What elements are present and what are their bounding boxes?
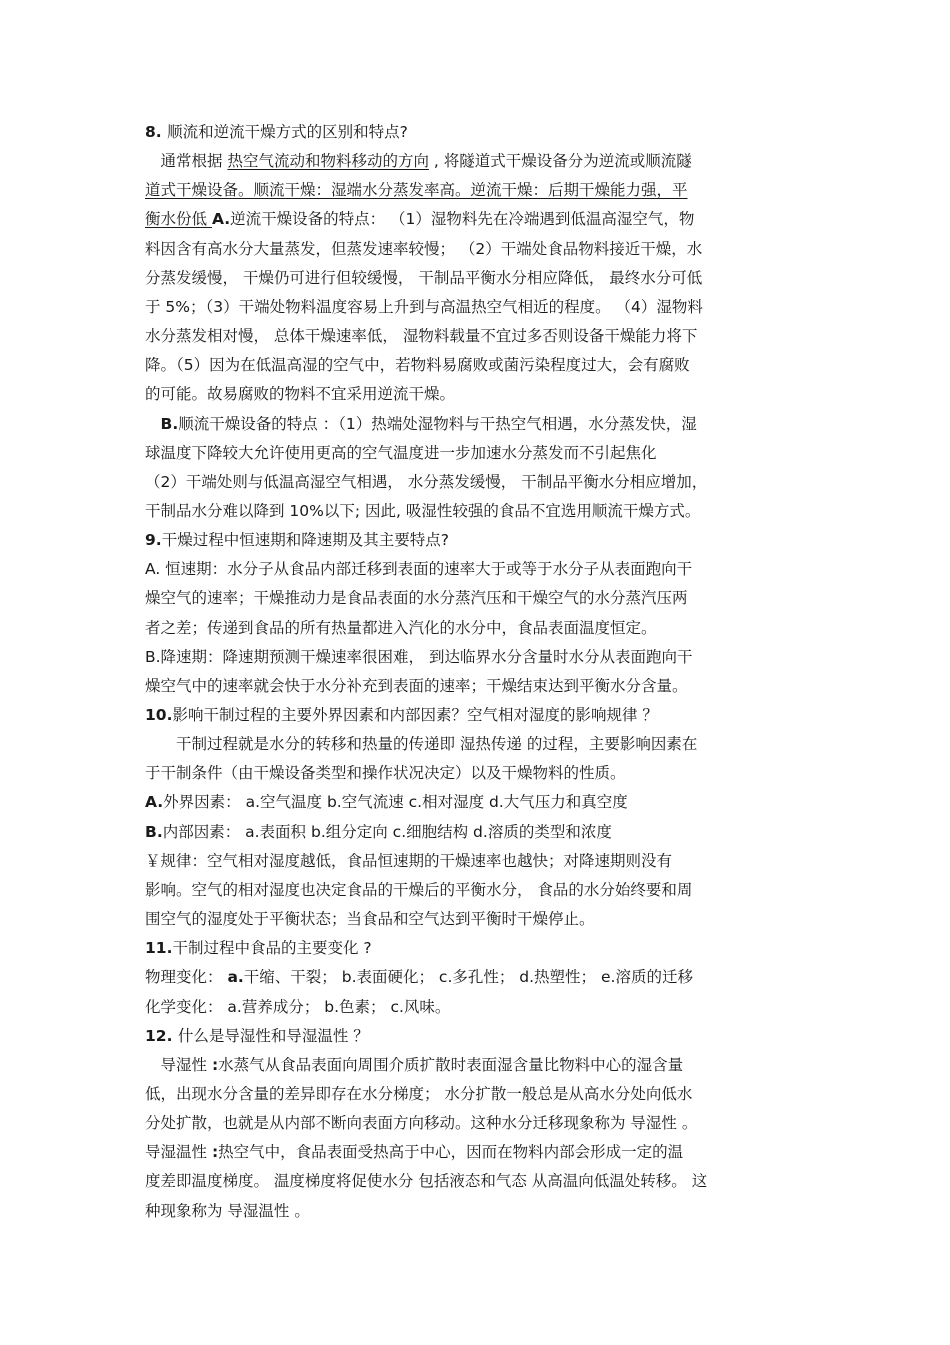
text-line [145, 618, 657, 640]
text-segment: 通常根据 [145, 152, 228, 170]
text-segment: 燥空气中的速率就会快于水分补充到表面的速率；干燥结束达到平衡水分含量。 [145, 677, 688, 695]
text-segment: 内部因素： a.表面积 b.组分定向 c.细胞结构 d.溶质的类型和浓度 [162, 823, 612, 841]
text-line [145, 559, 692, 581]
text-segment: A. 恒速期：水分子从食品内部迁移到表面的速率大于或等于水分子从表面跑向干 [145, 560, 693, 578]
text-segment: 什么是导湿性和导湿温性 ？ [177, 1027, 369, 1045]
text-segment: 分处扩散，也就是从内部不断向表面方向移动。这种水分迁移现象称为 导湿性 。 [145, 1114, 698, 1132]
text-line [145, 180, 688, 202]
text-segment: 者之差；传递到食品的所有热量都进入汽化的水分中，食品表面温度恒定。 [145, 619, 657, 637]
text-line [145, 472, 707, 494]
text-segment: ￥规律：空气相对湿度越低，食品恒速期的干燥速率也越快；对降速期则没有 [145, 852, 673, 870]
text-segment: 料因含有高水分大量蒸发，但蒸发速率较慢； （2）干端处食品物料接近干燥，水 [145, 240, 703, 258]
text-segment: 于干制条件（由干燥设备类型和操作状况决定）以及干燥物料的性质。 [145, 764, 626, 782]
text-segment: 水蒸气从食品表面向周围介质扩散时表面湿含量比物料中心的湿含量 [218, 1056, 684, 1074]
text-line [145, 122, 408, 144]
text-segment: 10. [145, 706, 173, 724]
text-line [145, 1026, 369, 1048]
text-line [145, 1201, 310, 1223]
text-segment [145, 415, 161, 433]
text-line [145, 1142, 683, 1164]
text-segment: 分蒸发缓慢， 干燥仍可进行但较缓慢， 干制品平衡水分相应降低， 最终水分可低 [145, 269, 703, 287]
text-line [145, 676, 688, 698]
text-segment: 干制品水分难以降到 10%以下; 因此, 吸湿性较强的食品不宜选用顺流干燥方式。 [145, 502, 701, 520]
text-segment: 外界因素： a.空气温度 b.空气流速 c.相对湿度 d.大气压力和真空度 [163, 793, 628, 811]
text-segment: A. [211, 210, 231, 228]
text-line [145, 1084, 692, 1106]
text-line [145, 1113, 697, 1135]
text-segment: B. [145, 823, 163, 841]
text-line [145, 734, 697, 756]
text-line [145, 880, 692, 902]
text-line [145, 967, 693, 989]
text-line [145, 414, 697, 436]
text-line [145, 443, 657, 465]
text-segment: : [211, 1143, 219, 1161]
text-line [145, 384, 455, 406]
text-line [145, 763, 626, 785]
text-line [145, 151, 692, 173]
text-line [145, 588, 688, 610]
text-line [145, 326, 697, 348]
text-segment: , 将隧道式干燥设备分为逆流或顺流隧 [428, 152, 692, 170]
text-line [145, 209, 694, 231]
text-segment: 水分蒸发相对慢， 总体干燥速率低， 湿物料载量不宜过多否则设备干燥能力将下 [145, 327, 698, 345]
text-segment: 燥空气的速率；干燥推动力是食品表面的水分蒸汽压和干燥空气的水分蒸汽压两 [145, 589, 688, 607]
text-segment: 球温度下降较大允许使用更高的空气温度进一步加速水分蒸发而不引起焦化 [145, 444, 657, 462]
text-line [145, 297, 703, 319]
text-line [145, 647, 693, 669]
text-line [145, 1171, 707, 1193]
text-line [145, 792, 628, 814]
text-segment: 化学变化： a.营养成分； b.色素； c.风味。 [145, 998, 451, 1016]
text-line [145, 909, 595, 931]
text-segment: 顺流干燥设备的特点 ：（1）热端处湿物料与干热空气相遇，水分蒸发快，湿 [178, 415, 697, 433]
text-segment: 11. [145, 939, 173, 957]
text-segment: 衡水份低 [145, 210, 212, 228]
text-segment: 热空气中，食品表面受热高于中心，因而在物料内部会形成一定的温 [218, 1143, 684, 1161]
text-segment: 9. [145, 531, 162, 549]
text-segment: （2）干端处则与低温高湿空气相遇， 水分蒸发缓慢， 干制品平衡水分相应增加， [145, 473, 708, 491]
text-segment: 干燥过程中恒速期和降速期及其主要特点? [161, 531, 449, 549]
text-line [145, 938, 372, 960]
text-segment: 低，出现水分含量的差异即存在水分梯度； 水分扩散一般总是从高水分处向低水 [145, 1085, 693, 1103]
text-segment: 12. [145, 1027, 178, 1045]
text-segment: 导湿温性 [145, 1143, 212, 1161]
text-segment: 物理变化： [145, 968, 228, 986]
text-segment: 降。（5）因为在低温高湿的空气中，若物料易腐败或菌污染程度过大，会有腐败 [145, 356, 690, 374]
text-segment: 度差即温度梯度。 温度梯度将促使水分 包括液态和气态 从高温向低温处转移。 这 [145, 1172, 708, 1190]
text-segment: 的可能。故易腐败的物料不宜采用逆流干燥。 [145, 385, 456, 403]
text-segment: : [211, 1056, 219, 1074]
text-segment: 影响干制过程的主要外界因素和内部因素？空气相对湿度的影响规律 ？ [172, 706, 658, 724]
text-line [145, 501, 700, 523]
text-segment: 干制过程中食品的主要变化 ? [172, 939, 372, 957]
text-segment: 顺流和逆流干燥方式的区别和特点? [167, 123, 408, 141]
text-segment: 于 5%；（3）干端处物料温度容易上升到与高温热空气相近的程度。 （4）湿物料 [145, 298, 703, 316]
text-segment: 导湿性 [145, 1056, 212, 1074]
text-segment: 道式干燥设备。顺流干燥：湿端水分蒸发率高。逆流干燥：后期干燥能力强，平 [145, 181, 688, 199]
text-segment: A. [145, 793, 164, 811]
text-segment: 围空气的湿度处于平衡状态；当食品和空气达到平衡时干燥停止。 [145, 910, 595, 928]
text-line [145, 822, 612, 844]
text-line [145, 239, 702, 261]
text-segment: 8. [145, 123, 168, 141]
text-line [145, 1055, 683, 1077]
text-segment: 干制过程就是水分的转移和热量的传递即 湿热传递 的过程，主要影响因素在 [145, 735, 698, 753]
text-segment: 种现象称为 导湿温性 。 [145, 1202, 310, 1220]
text-line [145, 268, 702, 290]
text-segment: B.降速期：降速期预测干燥速率很困难， 到达临界水分含量时水分从表面跑向干 [145, 648, 693, 666]
text-line [145, 705, 658, 727]
text-segment: 逆流干燥设备的特点： （1）湿物料先在冷端遇到低温高湿空气，物 [230, 210, 695, 228]
text-segment: 影响。空气的相对湿度也决定食品的干燥后的平衡水分， 食品的水分始终要和周 [145, 881, 693, 899]
text-line [145, 851, 672, 873]
text-segment: 干缩、干裂； b.表面硬化； c.多孔性； d.热塑性； e.溶质的迁移 [243, 968, 693, 986]
text-line [145, 997, 450, 1019]
text-segment: 热空气流动和物料移动的方向 [227, 152, 429, 170]
text-segment: B. [160, 415, 179, 433]
text-line [145, 355, 690, 377]
text-segment: a. [227, 968, 244, 986]
text-line [145, 530, 449, 552]
